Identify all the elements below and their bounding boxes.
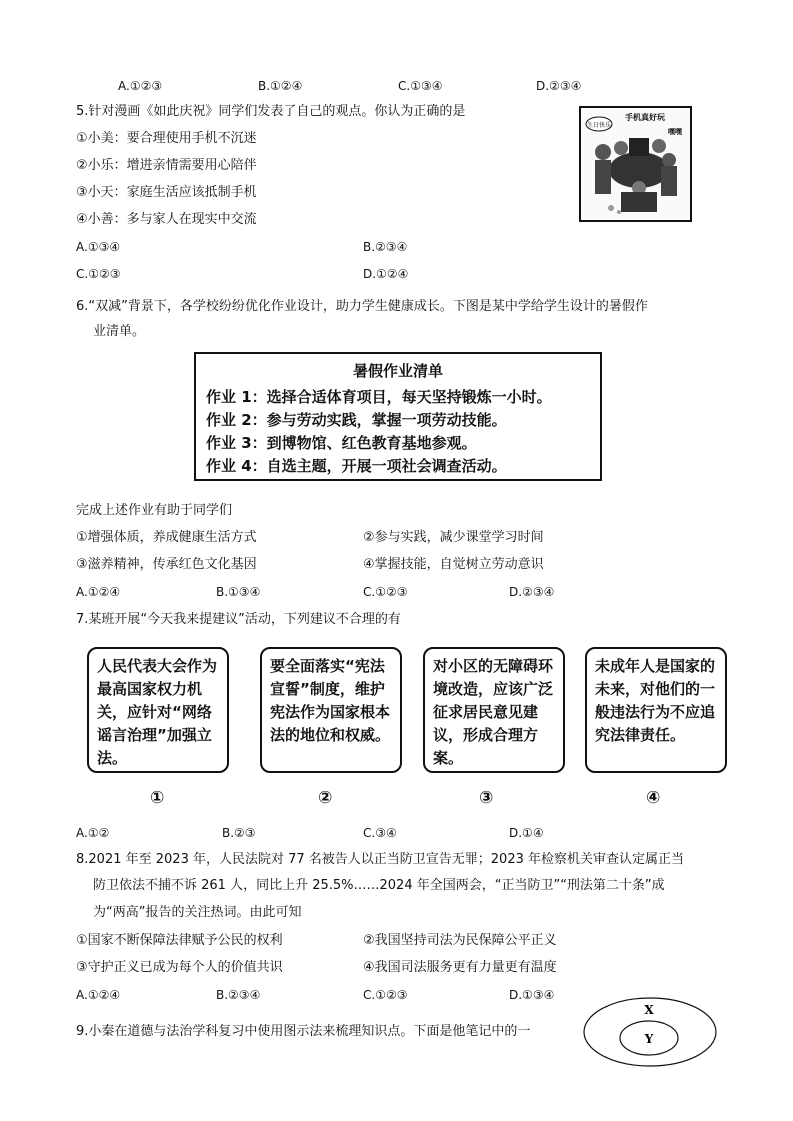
q6-option-d: D.②③④ bbox=[509, 585, 555, 599]
homework-item-1: 作业 1：选择合适体育项目，每天坚持锻炼一小时。 bbox=[206, 388, 552, 406]
suggestion-number-3: ③ bbox=[479, 788, 494, 808]
q8-line2: 防卫依法不捕不诉 261 人，同比上升 25.5%……2024 年全国两会，“正当防卫”“刑法第二十条”成 bbox=[93, 878, 665, 893]
cartoon-image bbox=[579, 106, 692, 222]
homework-item-4: 作业 4：自选主题，开展一项社会调查活动。 bbox=[206, 457, 507, 475]
q8-item-3: ③守护正义已成为每个人的价值共识 bbox=[76, 960, 283, 975]
q7-option-c: C.③④ bbox=[363, 826, 397, 840]
q7-stem: 7.某班开展“今天我来提建议”活动，下列建议不合理的有 bbox=[76, 612, 401, 627]
q5-option-c: C.①②③ bbox=[76, 267, 121, 281]
q6-lead: 完成上述作业有助于同学们 bbox=[76, 503, 233, 518]
q8-item-2: ②我国坚持司法为民保障公平正义 bbox=[363, 933, 557, 948]
q5-stem: 5.针对漫画《如此庆祝》同学们发表了自己的观点。你认为正确的是 bbox=[76, 104, 466, 119]
q8-item-4: ④我国司法服务更有力量更有温度 bbox=[363, 960, 557, 975]
q8-option-a: A.①②④ bbox=[76, 988, 121, 1002]
cartoon-caption: 手机真好玩 bbox=[625, 113, 665, 122]
suggestion-box-1: 人民代表大会作为最高国家权力机关，应针对“网络谣言治理”加强立法。 bbox=[87, 647, 229, 773]
q7-option-d: D.①④ bbox=[509, 826, 544, 840]
q5-item-2: ②小乐：增进亲情需要用心陪伴 bbox=[76, 158, 257, 173]
q4-option-c: C.①③④ bbox=[398, 79, 443, 93]
q8-line3: 为“两高”报告的关注热词。由此可知 bbox=[93, 905, 302, 920]
q8-line1: 8.2021 年至 2023 年，人民法院对 77 名被告人以正当防卫宣告无罪；2023 年检察机关审查认定属正当 bbox=[76, 852, 684, 867]
homework-item-3: 作业 3：到博物馆、红色教育基地参观。 bbox=[206, 434, 477, 452]
q8-option-c: C.①②③ bbox=[363, 988, 408, 1002]
q4-option-b: B.①②④ bbox=[258, 79, 303, 93]
q6-item-4: ④掌握技能，自觉树立劳动意识 bbox=[363, 557, 544, 572]
suggestion-number-4: ④ bbox=[646, 788, 661, 808]
cartoon-drawing bbox=[581, 108, 690, 220]
q4-option-d: D.②③④ bbox=[536, 79, 582, 93]
q4-option-a: A.①②③ bbox=[118, 79, 163, 93]
q6-item-2: ②参与实践，减少课堂学习时间 bbox=[363, 530, 544, 545]
q7-option-b: B.②③ bbox=[222, 826, 256, 840]
q6-stem-line1: 6.“双减”背景下，各学校纷纷优化作业设计，助力学生健康成长。下图是某中学给学生设计的暑假作 bbox=[76, 299, 648, 314]
suggestion-box-4: 未成年人是国家的未来，对他们的一般违法行为不应追究法律责任。 bbox=[585, 647, 727, 773]
q6-stem-line2: 业清单。 bbox=[93, 324, 146, 339]
q6-option-a: A.①②④ bbox=[76, 585, 121, 599]
suggestion-number-2: ② bbox=[318, 788, 333, 808]
homework-list-title: 暑假作业清单 bbox=[352, 362, 443, 380]
q5-item-3: ③小天：家庭生活应该抵制手机 bbox=[76, 185, 257, 200]
q5-option-b: B.②③④ bbox=[363, 240, 408, 254]
q5-item-1: ①小美：要合理使用手机不沉迷 bbox=[76, 131, 257, 146]
q5-option-a: A.①③④ bbox=[76, 240, 121, 254]
suggestion-box-2: 要全面落实“宪法宣誓”制度，维护宪法作为国家根本法的地位和权威。 bbox=[260, 647, 402, 773]
venn-label-y: Y bbox=[644, 1032, 654, 1046]
venn-label-x: X bbox=[644, 1003, 654, 1017]
q6-item-1: ①增强体质，养成健康生活方式 bbox=[76, 530, 257, 545]
cartoon-exclaim: 嘿嘿 bbox=[668, 128, 682, 136]
q8-option-d: D.①③④ bbox=[509, 988, 555, 1002]
q8-option-b: B.②③④ bbox=[216, 988, 261, 1002]
q9-stem: 9.小秦在道德与法治学科复习中使用图示法来梳理知识点。下面是他笔记中的一 bbox=[76, 1024, 531, 1039]
homework-list-box bbox=[194, 352, 602, 481]
cartoon-bubble: 生日快乐 bbox=[586, 122, 612, 129]
suggestion-number-1: ① bbox=[150, 788, 165, 808]
suggestion-box-3: 对小区的无障碍环境改造，应该广泛征求居民意见建议，形成合理方案。 bbox=[423, 647, 565, 773]
q7-option-a: A.①② bbox=[76, 826, 110, 840]
q8-item-1: ①国家不断保障法律赋予公民的权利 bbox=[76, 933, 283, 948]
q9-venn-diagram bbox=[582, 996, 718, 1068]
q5-option-d: D.①②④ bbox=[363, 267, 409, 281]
q6-option-b: B.①③④ bbox=[216, 585, 261, 599]
q5-item-4: ④小善：多与家人在现实中交流 bbox=[76, 212, 257, 227]
q6-option-c: C.①②③ bbox=[363, 585, 408, 599]
q6-item-3: ③滋养精神，传承红色文化基因 bbox=[76, 557, 257, 572]
homework-item-2: 作业 2：参与劳动实践，掌握一项劳动技能。 bbox=[206, 411, 507, 429]
